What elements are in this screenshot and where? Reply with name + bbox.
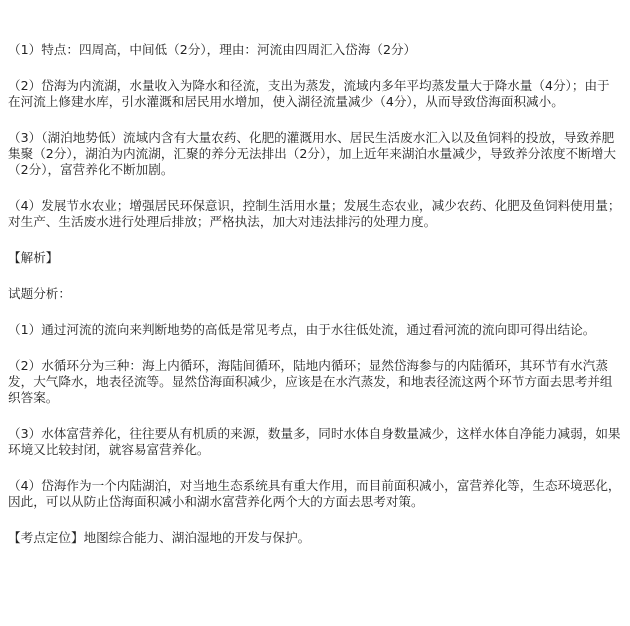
analysis-heading: 【解析】: [8, 250, 59, 265]
kaodian-dingwei: 【考点定位】地图综合能力、湖泊湿地的开发与保护。: [8, 530, 311, 545]
answer-part-2: （2）岱海为内流湖，水量收入为降水和径流，支出为蒸发，流域内多年平均蒸发量大于降水量（4分）；由于在河流上修建水库，引水灌溉和居民用水增加，使入湖径流量减少（4分），从而导致岱海面积减小。: [8, 78, 610, 109]
answer-part-4: （4）发展节水农业；增强居民环保意识，控制生活用水量；发展生态农业，减少农药、化肥及鱼饲料使用量；对生产、生活废水进行处理后排放；严格执法，加大对违法排污的处理力度。: [8, 198, 621, 229]
analysis-part-1: （1）通过河流的流向来判断地势的高低是常见考点，由于水往低处流，通过看河流的流向即可得出结论。: [8, 322, 596, 337]
analysis-part-2: （2）水循环分为三种：海上内循环，海陆间循环，陆地内循环；显然岱海参与的内陆循环，其环节有水汽蒸发，大气降水，地表径流等。显然岱海面积减少，应该是在水汽蒸发，和地表径流这两个环节方面去思考并组织答案。: [8, 358, 613, 405]
analysis-intro: 试题分析：: [8, 286, 71, 301]
analysis-part-4: （4）岱海作为一个内陆湖泊，对当地生态系统具有重大作用，而目前面积减小，富营养化等，生态环境恶化，因此，可以从防止岱海面积减小和湖水富营养化两个大的方面去思考对策。: [8, 478, 621, 509]
answer-part-1: （1）特点：四周高，中间低（2分），理由：河流由四周汇入岱海（2分）: [8, 42, 417, 57]
analysis-part-3: （3）水体富营养化，往往要从有机质的来源，数量多，同时水体自身数量减少，这样水体自净能力减弱，如果环境又比较封闭，就容易富营养化。: [8, 426, 621, 457]
answer-part-3: （3）（湖泊地势低）流域内含有大量农药、化肥的灌溉用水、居民生活废水汇入以及鱼饲料的投放，导致养肥集聚（2分），湖泊为内流湖，汇聚的养分无法排出（2分），加上近年来湖泊水量减少，导致养分浓度不断增大（2分），富营养化不断加剧。: [8, 130, 616, 177]
